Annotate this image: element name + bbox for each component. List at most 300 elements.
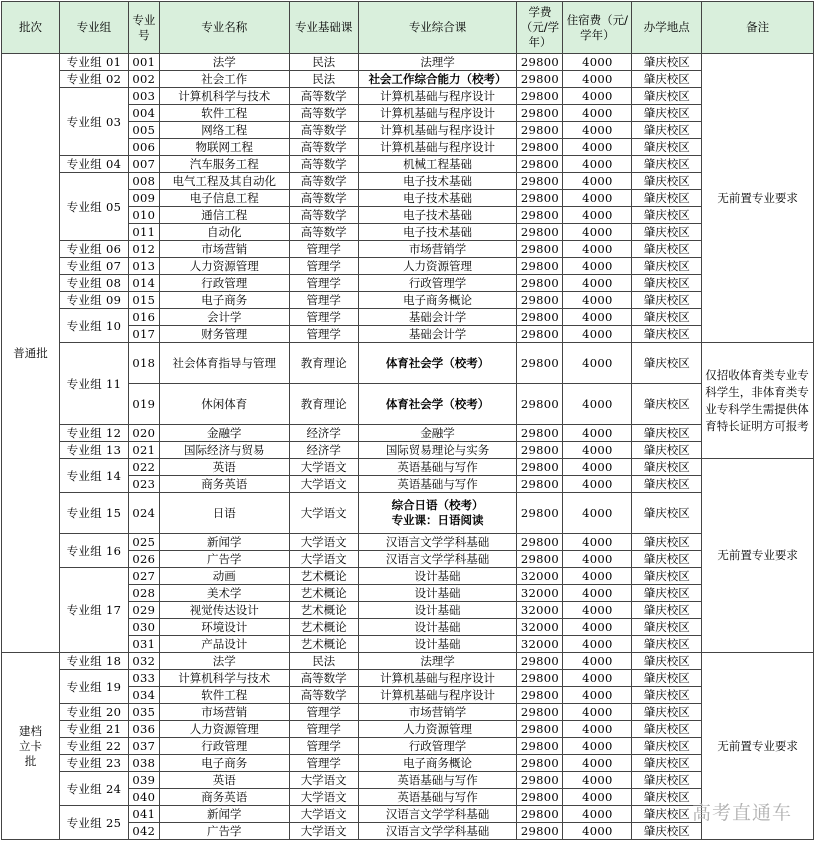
comprehensive-course-text: 机械工程基础 [403,157,473,171]
comprehensive-course-cell [358,156,517,173]
basic-course-cell: 艺术概论 [289,585,358,602]
comprehensive-course-cell [358,789,517,806]
major-name-cell: 金融学 [159,425,289,442]
comprehensive-course-cell [358,823,517,840]
campus-cell: 肇庆校区 [632,789,702,806]
group-cell: 专业组 21 [59,721,128,738]
dorm-fee-cell: 4000 [563,738,632,755]
table-row [2,704,814,721]
header-name: 专业名称 [159,2,289,54]
campus-cell: 肇庆校区 [632,139,702,156]
code-cell: 019 [128,384,159,425]
major-name-cell: 市场营销 [159,241,289,258]
campus-cell: 肇庆校区 [632,258,702,275]
comprehensive-course-text: 汉语言文学学科基础 [385,824,490,838]
basic-course-cell: 大学语文 [289,789,358,806]
comprehensive-course-text: 市场营销学 [408,705,467,719]
tuition-cell: 29800 [517,670,563,687]
comprehensive-course-text: 法理学 [420,55,455,69]
basic-course-cell: 民法 [289,653,358,670]
code-cell: 033 [128,670,159,687]
code-cell: 017 [128,326,159,343]
comprehensive-course-cell [358,653,517,670]
dorm-fee-cell: 4000 [563,789,632,806]
major-name-cell: 网络工程 [159,122,289,139]
group-cell: 专业组 01 [59,54,128,71]
major-name-cell: 电子商务 [159,755,289,772]
dorm-fee-cell: 4000 [563,602,632,619]
basic-course-cell: 管理学 [289,258,358,275]
comprehensive-course-text: 设计基础 [414,569,461,583]
comprehensive-course-cell [358,551,517,568]
dorm-fee-cell: 4000 [563,241,632,258]
tuition-cell: 29800 [517,326,563,343]
code-cell: 032 [128,653,159,670]
code-cell: 034 [128,687,159,704]
code-cell: 002 [128,71,159,88]
campus-cell: 肇庆校区 [632,173,702,190]
comprehensive-course-text: 市场营销学 [408,242,467,256]
basic-course-cell: 管理学 [289,721,358,738]
group-cell: 专业组 02 [59,71,128,88]
code-cell: 018 [128,343,159,384]
campus-cell: 肇庆校区 [632,384,702,425]
code-cell: 039 [128,772,159,789]
table-row [2,442,814,459]
tuition-cell: 29800 [517,551,563,568]
comprehensive-course-cell [358,173,517,190]
comprehensive-course-cell [358,105,517,122]
tuition-cell: 29800 [517,704,563,721]
dorm-fee-cell: 4000 [563,619,632,636]
comprehensive-course-text: 设计基础 [414,586,461,600]
tuition-cell: 29800 [517,806,563,823]
comprehensive-course-text: 汉语言文学学科基础 [385,535,490,549]
dorm-fee-cell: 4000 [563,653,632,670]
table-row [2,493,814,534]
comprehensive-course-text: 法理学 [420,654,455,668]
comprehensive-course-text: 计算机基础与程序设计 [380,123,496,137]
table-row [2,755,814,772]
table-body [2,54,814,840]
comprehensive-course-text: 设计基础 [414,620,461,634]
comprehensive-course-text: 体育社会学（校考） [385,396,490,411]
table-row [2,534,814,551]
dorm-fee-cell: 4000 [563,772,632,789]
campus-cell: 肇庆校区 [632,476,702,493]
tuition-cell: 29800 [517,534,563,551]
comprehensive-course-cell [358,326,517,343]
table-row [2,258,814,275]
campus-cell: 肇庆校区 [632,343,702,384]
comprehensive-course-text: 电子商务概论 [403,293,473,307]
code-cell: 004 [128,105,159,122]
campus-cell: 肇庆校区 [632,326,702,343]
major-name-cell: 美术学 [159,585,289,602]
basic-course-cell: 教育理论 [289,343,358,384]
dorm-fee-cell: 4000 [563,122,632,139]
dorm-fee-cell: 4000 [563,568,632,585]
dorm-fee-cell: 4000 [563,105,632,122]
code-cell: 016 [128,309,159,326]
campus-cell: 肇庆校区 [632,309,702,326]
major-name-cell: 人力资源管理 [159,258,289,275]
admission-table [1,1,814,840]
comprehensive-course-text: 电子商务概论 [403,756,473,770]
group-cell: 专业组 23 [59,755,128,772]
major-name-cell: 通信工程 [159,207,289,224]
campus-cell: 肇庆校区 [632,721,702,738]
dorm-fee-cell: 4000 [563,551,632,568]
table-row [2,71,814,88]
tuition-cell: 29800 [517,442,563,459]
code-cell: 028 [128,585,159,602]
dorm-fee-cell: 4000 [563,721,632,738]
code-cell: 023 [128,476,159,493]
campus-cell: 肇庆校区 [632,459,702,476]
major-name-cell: 动画 [159,568,289,585]
code-cell: 022 [128,459,159,476]
tuition-cell: 29800 [517,190,563,207]
table-row [2,425,814,442]
campus-cell: 肇庆校区 [632,275,702,292]
comprehensive-course-cell [358,207,517,224]
comprehensive-course-cell [358,476,517,493]
campus-cell: 肇庆校区 [632,207,702,224]
comprehensive-course-cell [358,459,517,476]
code-cell: 041 [128,806,159,823]
campus-cell: 肇庆校区 [632,71,702,88]
comprehensive-course-text: 电子技术基础 [403,174,473,188]
dorm-fee-cell: 4000 [563,275,632,292]
campus-cell: 肇庆校区 [632,568,702,585]
code-cell: 010 [128,207,159,224]
major-name-cell: 日语 [159,493,289,534]
major-name-cell: 商务英语 [159,789,289,806]
campus-cell: 肇庆校区 [632,54,702,71]
tuition-cell: 29800 [517,292,563,309]
major-name-cell: 市场营销 [159,704,289,721]
comprehensive-course-text: 计算机基础与程序设计 [380,89,496,103]
major-name-cell: 电气工程及其自动化 [159,173,289,190]
group-cell: 专业组 24 [59,772,128,806]
comprehensive-course-text: 电子技术基础 [403,225,473,239]
table-row [2,309,814,326]
comprehensive-course-text: 计算机基础与程序设计 [380,140,496,154]
basic-course-cell: 管理学 [289,241,358,258]
comprehensive-course-cell [358,190,517,207]
table-row [2,88,814,105]
tuition-cell: 29800 [517,738,563,755]
major-name-cell: 新闻学 [159,534,289,551]
comprehensive-course-cell [358,721,517,738]
code-cell: 025 [128,534,159,551]
table-row [2,54,814,71]
basic-course-cell: 高等数学 [289,156,358,173]
major-name-cell: 计算机科学与技术 [159,88,289,105]
comprehensive-course-cell [358,309,517,326]
campus-cell: 肇庆校区 [632,823,702,840]
dorm-fee-cell: 4000 [563,493,632,534]
basic-course-cell: 民法 [289,71,358,88]
tuition-cell: 29800 [517,105,563,122]
dorm-fee-cell: 4000 [563,258,632,275]
dorm-fee-cell: 4000 [563,309,632,326]
tuition-cell: 29800 [517,425,563,442]
major-name-cell: 计算机科学与技术 [159,670,289,687]
comprehensive-course-cell [358,585,517,602]
comprehensive-course-text: 电子技术基础 [403,191,473,205]
header-dorm: 住宿费（元/学年） [563,2,632,54]
dorm-fee-cell: 4000 [563,585,632,602]
code-cell: 011 [128,224,159,241]
basic-course-cell: 艺术概论 [289,619,358,636]
table-row [2,292,814,309]
campus-cell: 肇庆校区 [632,585,702,602]
comprehensive-course-cell [358,122,517,139]
code-cell: 029 [128,602,159,619]
comprehensive-course-text: 电子技术基础 [403,208,473,222]
basic-course-cell: 大学语文 [289,806,358,823]
tuition-cell: 29800 [517,224,563,241]
code-cell: 014 [128,275,159,292]
comprehensive-course-cell [358,425,517,442]
tuition-cell: 29800 [517,139,563,156]
major-name-cell: 行政管理 [159,275,289,292]
comprehensive-course-cell [358,343,517,384]
tuition-cell: 29800 [517,476,563,493]
comprehensive-course-cell [358,636,517,653]
watermark: 高考直通车 [691,802,792,824]
major-name-cell: 汽车服务工程 [159,156,289,173]
tuition-cell: 29800 [517,653,563,670]
basic-course-cell: 管理学 [289,275,358,292]
group-cell: 专业组 08 [59,275,128,292]
campus-cell: 肇庆校区 [632,224,702,241]
tuition-cell: 29800 [517,459,563,476]
code-cell: 035 [128,704,159,721]
basic-course-cell: 高等数学 [289,139,358,156]
tuition-cell: 29800 [517,207,563,224]
comprehensive-course-text: 人力资源管理 [403,722,473,736]
comprehensive-course-text: 汉语言文学学科基础 [385,552,490,566]
code-cell: 006 [128,139,159,156]
tuition-cell: 29800 [517,54,563,71]
basic-course-cell: 教育理论 [289,384,358,425]
group-cell: 专业组 14 [59,459,128,493]
tuition-cell: 29800 [517,772,563,789]
comprehensive-course-cell [358,139,517,156]
major-name-cell: 社会体育指导与管理 [159,343,289,384]
major-name-cell: 电子信息工程 [159,190,289,207]
dorm-fee-cell: 4000 [563,207,632,224]
tuition-cell: 29800 [517,309,563,326]
comprehensive-course-text: 基础会计学 [408,327,467,341]
dorm-fee-cell: 4000 [563,173,632,190]
basic-course-cell: 管理学 [289,755,358,772]
campus-cell: 肇庆校区 [632,687,702,704]
campus-cell: 肇庆校区 [632,551,702,568]
basic-course-cell: 高等数学 [289,105,358,122]
comprehensive-course-text: 社会工作综合能力（校考） [368,71,507,86]
group-cell: 专业组 17 [59,568,128,653]
comprehensive-course-cell [358,738,517,755]
campus-cell: 肇庆校区 [632,425,702,442]
group-cell: 专业组 20 [59,704,128,721]
table-row [2,670,814,687]
basic-course-cell: 高等数学 [289,670,358,687]
comprehensive-course-text: 金融学 [420,426,455,440]
group-cell: 专业组 12 [59,425,128,442]
code-cell: 038 [128,755,159,772]
basic-course-cell: 大学语文 [289,534,358,551]
major-name-cell: 法学 [159,54,289,71]
major-name-cell: 休闲体育 [159,384,289,425]
table-row [2,459,814,476]
code-cell: 007 [128,156,159,173]
basic-course-cell: 大学语文 [289,551,358,568]
group-cell: 专业组 22 [59,738,128,755]
code-cell: 024 [128,493,159,534]
dorm-fee-cell: 4000 [563,326,632,343]
major-name-cell: 社会工作 [159,71,289,88]
major-name-cell: 电子商务 [159,292,289,309]
comprehensive-course-text: 英语基础与写作 [397,477,478,491]
comprehensive-course-cell [358,384,517,425]
dorm-fee-cell: 4000 [563,459,632,476]
basic-course-cell: 大学语文 [289,772,358,789]
basic-course-cell: 管理学 [289,292,358,309]
basic-course-cell: 艺术概论 [289,602,358,619]
campus-cell: 肇庆校区 [632,602,702,619]
dorm-fee-cell: 4000 [563,384,632,425]
group-cell: 专业组 05 [59,173,128,241]
comprehensive-course-text: 计算机基础与程序设计 [380,671,496,685]
code-cell: 012 [128,241,159,258]
group-cell: 专业组 03 [59,88,128,156]
dorm-fee-cell: 4000 [563,71,632,88]
major-name-cell: 物联网工程 [159,139,289,156]
header-remark: 备注 [702,2,814,54]
comprehensive-course-text: 英语基础与写作 [397,773,478,787]
campus-cell: 肇庆校区 [632,670,702,687]
campus-cell: 肇庆校区 [632,105,702,122]
comprehensive-course-text: 体育社会学（校考） [385,355,490,370]
comprehensive-course-cell [358,224,517,241]
campus-cell: 肇庆校区 [632,156,702,173]
comprehensive-course-text: 英语基础与写作 [397,790,478,804]
group-cell: 专业组 18 [59,653,128,670]
group-cell: 专业组 16 [59,534,128,568]
code-cell: 037 [128,738,159,755]
campus-cell: 肇庆校区 [632,619,702,636]
remark-cell: 仅招收体育类专业专科学生，非体育类专业专科学生需提供体育特长证明方可报考 [702,343,814,459]
major-name-cell: 英语 [159,772,289,789]
code-cell: 030 [128,619,159,636]
dorm-fee-cell: 4000 [563,476,632,493]
comprehensive-course-cell [358,687,517,704]
basic-course-cell: 管理学 [289,326,358,343]
comprehensive-course-text: 设计基础 [414,637,461,651]
group-cell: 专业组 15 [59,493,128,534]
group-cell: 专业组 10 [59,309,128,343]
dorm-fee-cell: 4000 [563,190,632,207]
basic-course-cell: 大学语文 [289,823,358,840]
major-name-cell: 会计学 [159,309,289,326]
comprehensive-course-cell [358,292,517,309]
major-name-cell: 软件工程 [159,105,289,122]
dorm-fee-cell: 4000 [563,139,632,156]
tuition-cell: 29800 [517,687,563,704]
basic-course-cell: 经济学 [289,425,358,442]
comprehensive-course-cell [358,602,517,619]
major-name-cell: 产品设计 [159,636,289,653]
code-cell: 027 [128,568,159,585]
comprehensive-course-cell [358,71,517,88]
code-cell: 008 [128,173,159,190]
header-batch: 批次 [2,2,60,54]
campus-cell: 肇庆校区 [632,534,702,551]
professional-course-text: 专业课：日语阅读 [391,513,484,527]
basic-course-cell: 艺术概论 [289,636,358,653]
tuition-cell: 32000 [517,568,563,585]
batch-cell: 普通批 [2,54,60,653]
dorm-fee-cell: 4000 [563,54,632,71]
header-basic: 专业基础课 [289,2,358,54]
header-row [2,2,814,54]
major-name-cell: 视觉传达设计 [159,602,289,619]
major-name-cell: 环境设计 [159,619,289,636]
dorm-fee-cell: 4000 [563,156,632,173]
table-row [2,721,814,738]
dorm-fee-cell: 4000 [563,755,632,772]
comprehensive-course-cell [358,534,517,551]
comprehensive-course-cell [358,275,517,292]
tuition-cell: 29800 [517,88,563,105]
campus-cell: 肇庆校区 [632,738,702,755]
basic-course-cell: 高等数学 [289,190,358,207]
basic-course-cell: 高等数学 [289,687,358,704]
campus-cell: 肇庆校区 [632,190,702,207]
header-tuition: 学费（元/学年） [517,2,563,54]
code-cell: 036 [128,721,159,738]
comprehensive-course-text: 综合日语（校考） [391,498,484,512]
comprehensive-course-cell [358,704,517,721]
major-name-cell: 广告学 [159,551,289,568]
comprehensive-course-cell [358,442,517,459]
dorm-fee-cell: 4000 [563,88,632,105]
comprehensive-course-text: 行政管理学 [408,276,467,290]
major-name-cell: 商务英语 [159,476,289,493]
code-cell: 042 [128,823,159,840]
code-cell: 031 [128,636,159,653]
comprehensive-course-cell [358,619,517,636]
comprehensive-course-text: 国际贸易理论与实务 [385,443,490,457]
table-row [2,156,814,173]
code-cell: 013 [128,258,159,275]
tuition-cell: 29800 [517,384,563,425]
tuition-cell: 29800 [517,241,563,258]
basic-course-cell: 民法 [289,54,358,71]
campus-cell: 肇庆校区 [632,241,702,258]
basic-course-cell: 高等数学 [289,88,358,105]
tuition-cell: 29800 [517,173,563,190]
remark-cell: 无前置专业要求 [702,459,814,653]
dorm-fee-cell: 4000 [563,670,632,687]
remark-cell: 无前置专业要求 [702,54,814,343]
tuition-cell: 29800 [517,71,563,88]
group-cell: 专业组 09 [59,292,128,309]
